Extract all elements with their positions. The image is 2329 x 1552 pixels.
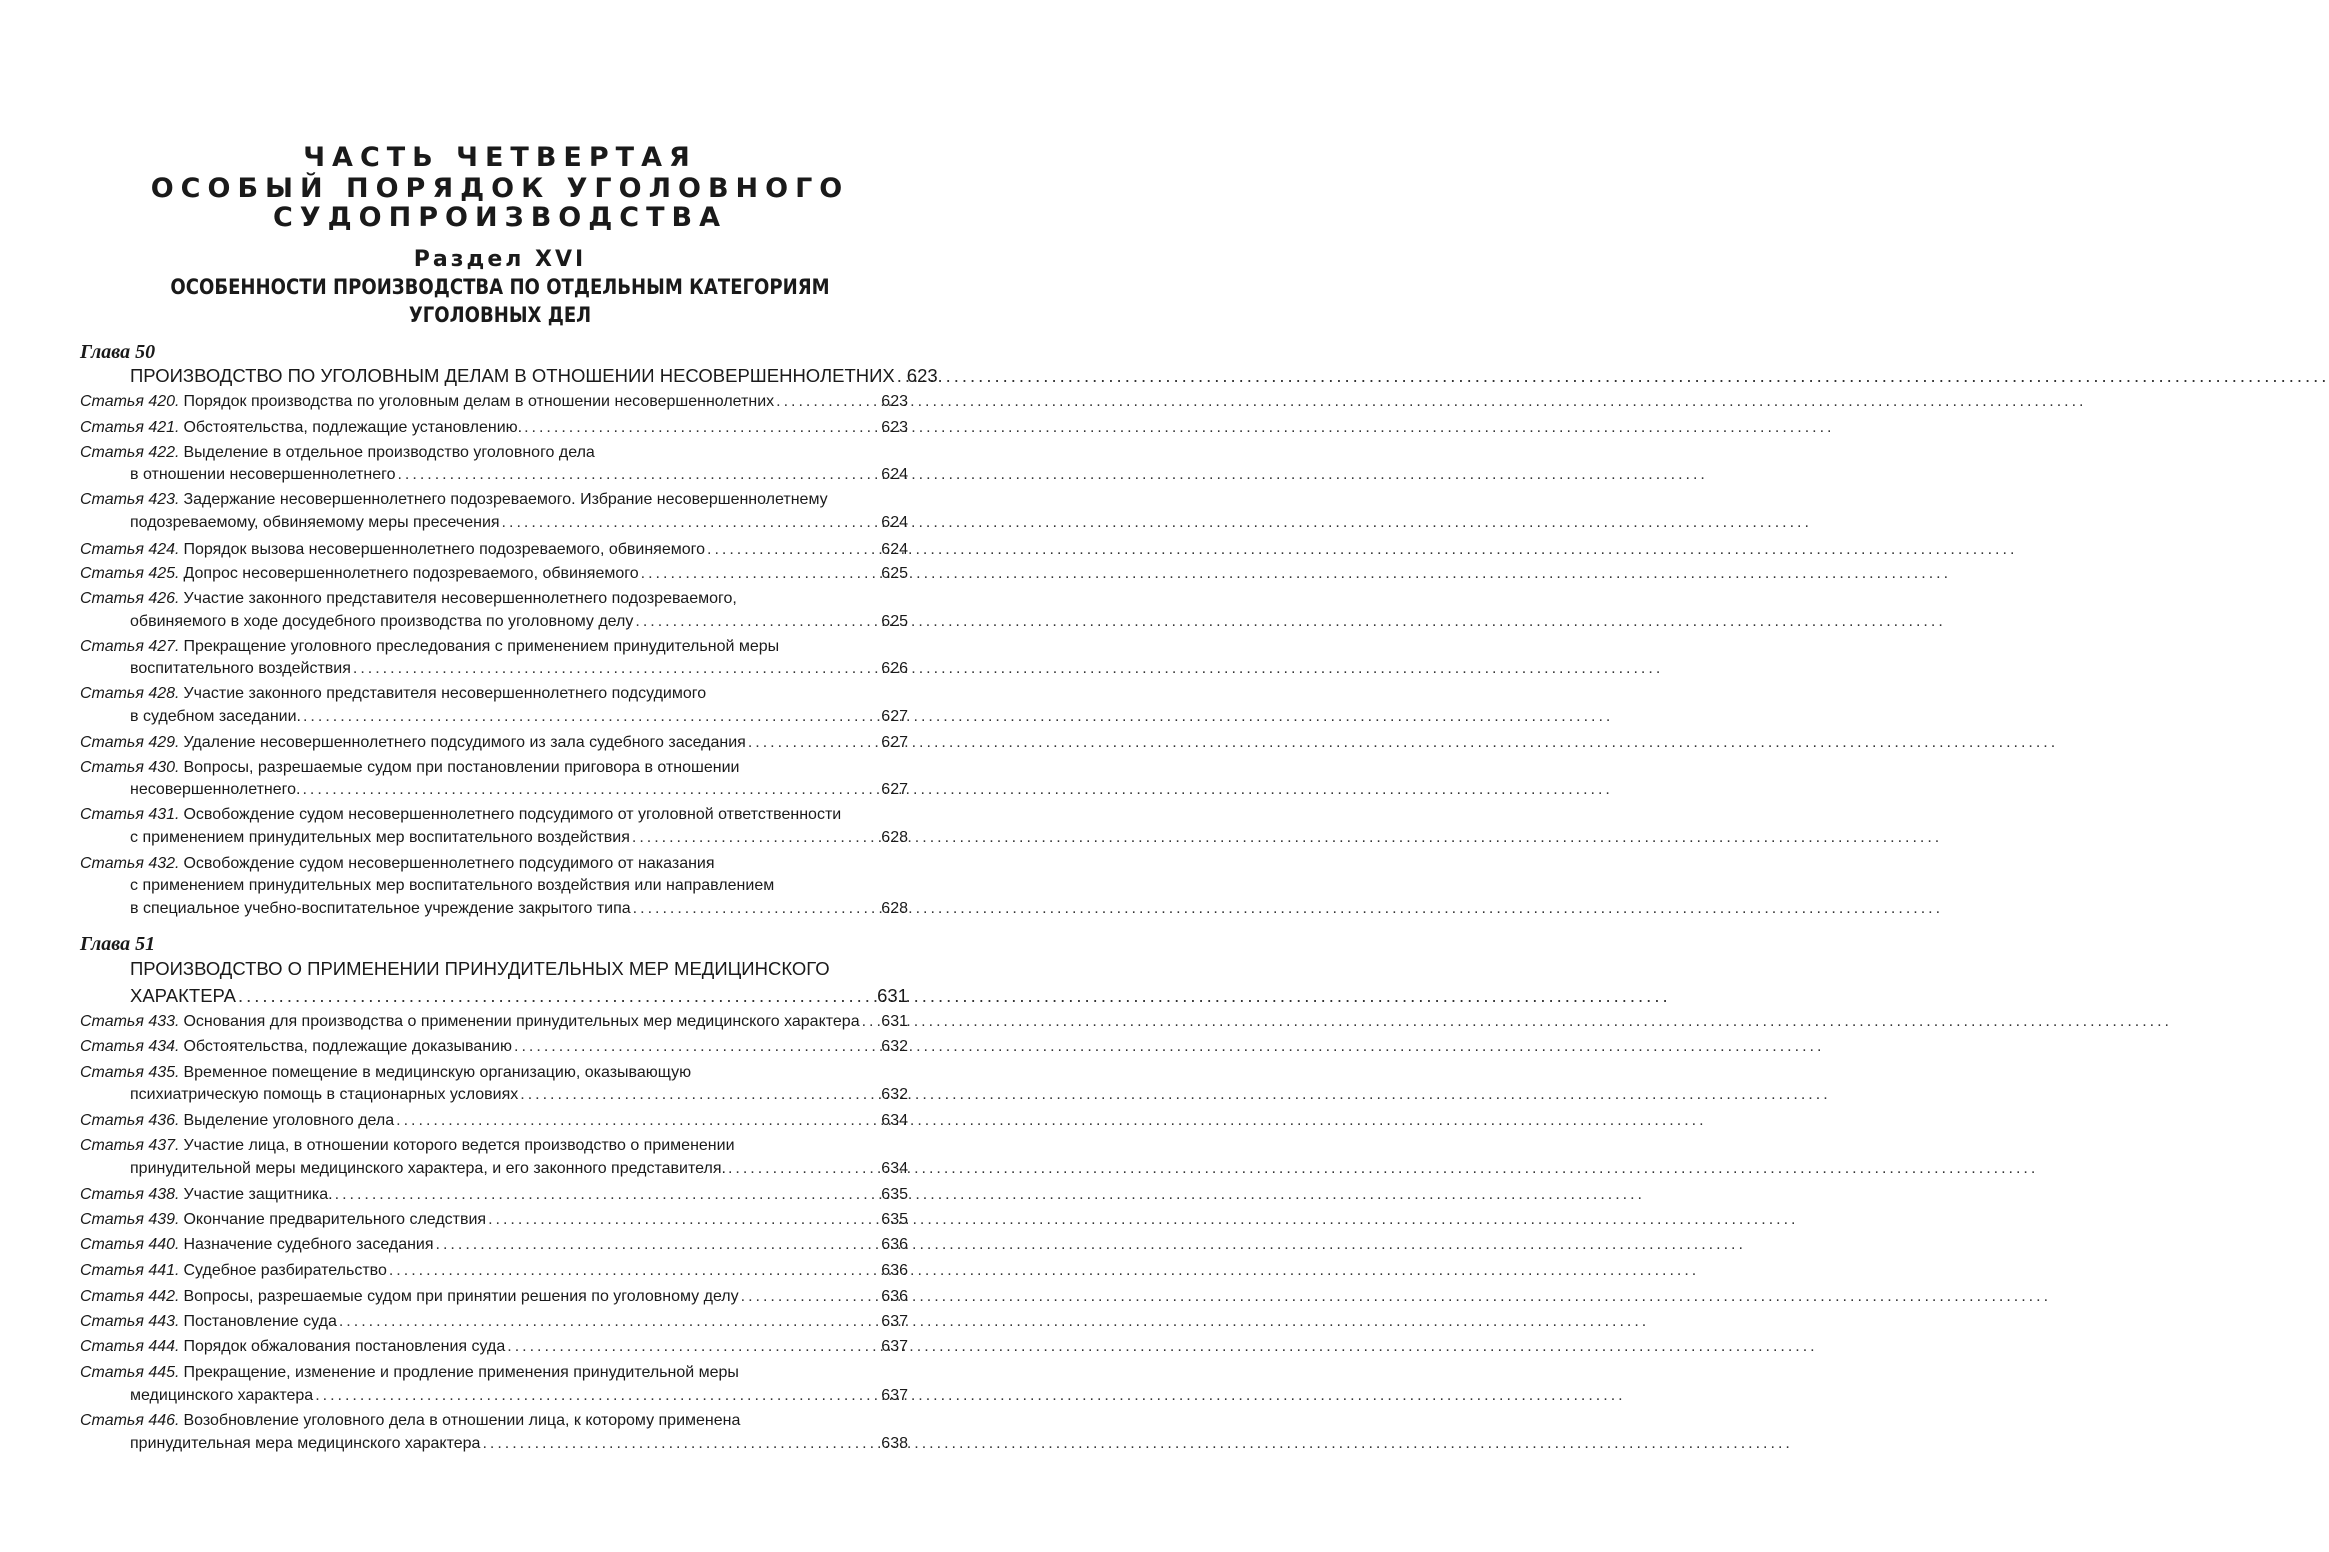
toc-entry-423: Статья 423. Задержание несовершеннолетнего подозреваемого. Избрание несовершеннолетнему <box>80 491 828 508</box>
toc-entry-431: Статья 431. Освобождение судом несовершеннолетнего подсудимого от уголовной ответственности <box>80 806 842 823</box>
part-heading-line1: ЧАСТЬ ЧЕТВЕРТАЯ <box>303 142 697 173</box>
toc-entry-446-cont: принудительная мера медицинского характера ..... 638 <box>130 1431 908 1456</box>
toc-entry-425: Статья 425. Допрос несовершеннолетнего подозреваемого, обвиняемого ..... 625 <box>80 561 908 586</box>
toc-entry-430-cont: несовершеннолетнего. ..... 627 <box>130 777 908 802</box>
toc-entry-439: Статья 439. Окончание предварительного следствия ..... 635 <box>80 1207 908 1232</box>
toc-entry-442: Статья 442. Вопросы, разрешаемые судом при принятии решения по уголовному делу ..... 636 <box>80 1284 908 1309</box>
toc-entry-432-cont2: в специальное учебно-воспитательное учреждение закрытого типа ..... 628 <box>130 896 908 921</box>
toc-entry-422-cont: в отношении несовершеннолетнего ..... 624 <box>130 462 908 487</box>
toc-entry-440: Статья 440. Назначение судебного заседания ..... 636 <box>80 1232 908 1257</box>
toc-entry-444: Статья 444. Порядок обжалования постановления суда ..... 637 <box>80 1334 908 1359</box>
toc-entry-427: Статья 427. Прекращение уголовного преследования с применением принудительной меры <box>80 638 780 655</box>
toc-entry-432: Статья 432. Освобождение судом несовершеннолетнего подсудимого от наказания <box>80 855 715 872</box>
toc-entry-430: Статья 430. Вопросы, разрешаемые судом при постановлении приговора в отношении <box>80 759 740 776</box>
toc-entry-426-cont: обвиняемого в ходе досудебного производства по уголовному делу ..... 625 <box>130 609 908 634</box>
section-title-line2: УГОЛОВНЫХ ДЕЛ <box>408 303 592 327</box>
toc-entry-422: Статья 422. Выделение в отдельное производство уголовного дела <box>80 444 595 461</box>
toc-entry-428-cont: в судебном заседании. ..... 627 <box>130 704 908 729</box>
toc-entry-436: Статья 436. Выделение уголовного дела ..... 634 <box>80 1108 908 1133</box>
section-title-line1: ОСОБЕННОСТИ ПРОИЗВОДСТВА ПО ОТДЕЛЬНЫМ КАТЕГОРИЯМ <box>170 275 830 299</box>
toc-entry-421: Статья 421. Обстоятельства, подлежащие установлению. ..... 623 <box>80 415 908 440</box>
toc-entry-428: Статья 428. Участие законного представителя несовершеннолетнего подсудимого <box>80 685 707 702</box>
toc-entry-427-cont: воспитательного воздействия ..... 626 <box>130 656 908 681</box>
toc-entry-432-cont1: с применением принудительных мер воспитательного воздействия или направлением <box>130 877 775 894</box>
toc-entry-423-cont: подозреваемому, обвиняемому меры пресечения ..... 624 <box>130 510 908 535</box>
toc-entry-437-cont: принудительной меры медицинского характера, и его законного представителя. ..... 634 <box>130 1156 908 1181</box>
toc-entry-433: Статья 433. Основания для производства о применении принудительных мер медицинского характера ..... 631 <box>80 1009 908 1034</box>
chapter-51-label: Глава 51 <box>80 933 156 955</box>
toc-entry-429: Статья 429. Удаление несовершеннолетнего подсудимого из зала судебного заседания ..... 627 <box>80 730 908 755</box>
toc-entry-445-cont: медицинского характера ..... 637 <box>130 1383 908 1408</box>
document-page <box>0 0 1000 1552</box>
toc-entry-420: Статья 420. Порядок производства по уголовным делам в отношении несовершеннолетних ..... 623 <box>80 389 908 414</box>
chapter-51-title: ПРОИЗВОДСТВО О ПРИМЕНЕНИИ ПРИНУДИТЕЛЬНЫХ МЕР МЕДИЦИНСКОГО <box>130 958 830 979</box>
part-heading-line3: СУДОПРОИЗВОДСТВА <box>272 202 728 233</box>
toc-entry-424: Статья 424. Порядок вызова несовершеннолетнего подозреваемого, обвиняемого ..... 624 <box>80 537 908 562</box>
toc-entry-438: Статья 438. Участие защитника. ..... 635 <box>80 1182 908 1207</box>
part-heading-line2: ОСОБЫЙ ПОРЯДОК УГОЛОВНОГО <box>150 173 850 204</box>
toc-entry-437: Статья 437. Участие лица, в отношении которого ведется производство о применении <box>80 1137 735 1154</box>
toc-entry-435-cont: психиатрическую помощь в стационарных условиях ..... 632 <box>130 1082 908 1107</box>
toc-entry-443: Статья 443. Постановление суда ..... 637 <box>80 1309 908 1334</box>
chapter-50-title: ПРОИЗВОДСТВО ПО УГОЛОВНЫМ ДЕЛАМ В ОТНОШЕНИИ НЕСОВЕРШЕННОЛЕТНИХ ..... 623 <box>130 362 908 389</box>
toc-entry-434: Статья 434. Обстоятельства, подлежащие доказыванию ..... 632 <box>80 1034 908 1059</box>
toc-entry-441: Статья 441. Судебное разбирательство ..... 636 <box>80 1258 908 1283</box>
toc-entry-445: Статья 445. Прекращение, изменение и продление применения принудительной меры <box>80 1364 739 1381</box>
toc-entry-431-cont: с применением принудительных мер воспитательного воздействия ..... 628 <box>130 825 908 850</box>
chapter-50-label: Глава 50 <box>80 341 156 363</box>
toc-entry-426: Статья 426. Участие законного представителя несовершеннолетнего подозреваемого, <box>80 590 737 607</box>
toc-entry-435: Статья 435. Временное помещение в медицинскую организацию, оказывающую <box>80 1064 692 1081</box>
section-label: Раздел XVI <box>413 247 587 272</box>
chapter-51-title-cont: ХАРАКТЕРА ..... 631 <box>130 982 908 1009</box>
toc-entry-446: Статья 446. Возобновление уголовного дела в отношении лица, к которому применена <box>80 1412 741 1429</box>
